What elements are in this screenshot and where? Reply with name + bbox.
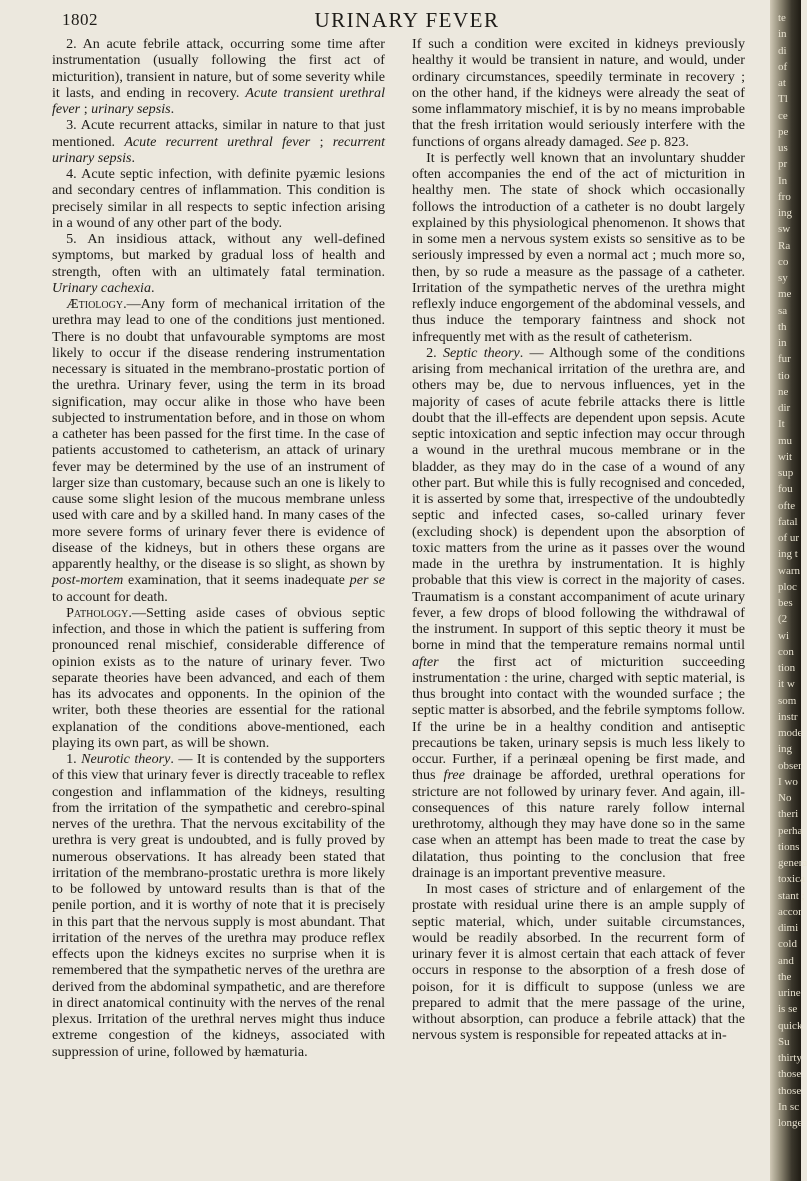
bleed-fragment: (2 <box>778 613 788 626</box>
bleed-fragment: stant ; <box>778 889 805 902</box>
bleed-fragment: urine <box>778 987 801 999</box>
bleed-fragment: me <box>778 288 792 301</box>
bleed-fragment: ne <box>778 385 789 398</box>
paragraph: 2. An acute febrile attack, occurring some time after instrumentation (usually following the first act of micturition), transient in nature, but of some severity while it lasts, and ending in recovery. Acute transient urethral fever ; urinary sepsis. <box>52 36 385 117</box>
bleed-fragment: of <box>778 60 788 73</box>
bleed-fragment: bes <box>778 597 793 609</box>
bleed-fragment: pe <box>778 125 789 138</box>
bleed-fragment: sa <box>778 304 788 317</box>
bleed-fragment: In sc <box>778 1100 800 1113</box>
bleed-fragment: sy <box>778 272 788 284</box>
left-text-column <box>52 36 385 1060</box>
bleed-fragment: fatal <box>778 515 798 528</box>
bleed-fragment: cold <box>778 938 797 951</box>
bleed-fragment: te <box>778 12 786 24</box>
bleed-fragment: warn <box>778 564 800 577</box>
bleed-fragment: theri <box>778 808 799 821</box>
bleed-fragment: fur <box>778 353 791 366</box>
bleed-fragment: fro <box>778 190 791 203</box>
bleed-fragment: sw <box>778 223 791 236</box>
bleed-fragment: I wo <box>778 775 798 788</box>
bleed-fragment: ing t <box>778 548 798 561</box>
paragraph: It is perfectly well known that an involuntary shudder often accompanies the end of the act of micturition in healthy men. The state of shock which occasionally follows the introduction of a catheter is no doubt largely explained by this physiological phenomenon. It shows that in some men a nervous system exists so sensitive as to be seriously impressed by even a normal act ; much more so, then, by so rude a measure as the passage of a catheter. Irritation of the sympathetic nerves of the urethra might reflexly induce engorgement of the abdominal vessels, and thus induce the temporary faintness and shock not infrequently met with as the result of catheterism. <box>412 149 745 345</box>
bleed-fragment: those <box>778 1084 802 1097</box>
bleed-fragment: is se <box>778 1003 798 1016</box>
paragraph: Pathology.—Setting aside cases of obvious septic infection, and those in which the patient is suffering from pronounced renal mischief, considerable difference of opinion exists as to the nature of urinary fever. Two separate theories have been advanced, and each of them has its advocates and opponents. In the opinion of the writer, both these theories are essential for the rational explanation of the conditions above-mentioned, each playing its own part, as will be shown. <box>52 604 385 751</box>
bleed-fragment: quick <box>778 1019 803 1032</box>
paragraph: If such a condition were excited in kidneys previously healthy it would be transient in nature, and would, under ordinary circumstances, speedily terminate in recovery ; on the other hand, if the kidneys were already the seat of some inflammatory mischief, it is by no means improbable that the fresh irritation would seriously interfere with the functions of organs already damaged. See p. 823. <box>412 36 745 150</box>
bleed-fragment: Su <box>778 1035 790 1048</box>
bleed-fragment: mu <box>778 434 793 447</box>
bleed-fragment: di <box>778 44 787 57</box>
page-header <box>62 8 752 34</box>
bleed-fragment: fou <box>778 483 793 496</box>
bleed-fragment: tio <box>778 369 790 382</box>
bleed-fragment: th <box>778 320 787 333</box>
bleed-fragment: Ra <box>778 239 791 252</box>
bleed-fragment: toxica <box>778 873 805 886</box>
bleed-fragment: dir <box>778 402 791 414</box>
bleed-fragment: in <box>778 28 787 41</box>
bleed-fragment: tions <box>778 840 800 853</box>
bleed-fragment: ofte <box>778 499 796 512</box>
running-title: URINARY FEVER <box>314 8 500 32</box>
bleed-fragment: and <box>778 954 794 967</box>
bleed-fragment: co <box>778 255 789 268</box>
bleed-fragment: sup <box>778 467 794 479</box>
bleed-fragment: ploc <box>778 580 797 593</box>
facing-page-bleed-text <box>778 10 807 1131</box>
bleed-fragment: dimi <box>778 922 799 934</box>
bleed-fragment: the <box>778 970 792 983</box>
bleed-fragment: longe <box>778 1117 803 1129</box>
paragraph: 3. Acute recurrent attacks, similar in nature to that just mentioned. Acute recurrent urethral fever ; recurrent urinary sepsis. <box>52 117 385 166</box>
right-text-column <box>412 36 745 1044</box>
bleed-fragment: ing <box>778 743 793 756</box>
bleed-fragment: those <box>778 1068 802 1081</box>
page-number: 1802 <box>62 10 98 29</box>
bleed-fragment: som <box>778 694 797 707</box>
bleed-fragment: at <box>778 77 786 89</box>
bleed-fragment: wit <box>778 450 793 463</box>
paragraph: In most cases of stricture and of enlargement of the prostate with residual urine there is an ample supply of septic material, which, under suitable circumstances, would be readily absorbed. In the recurrent form of urinary fever it is almost certain that each attack of fever occurs in response to the absorption of a fresh dose of poison, for it is difficult to suppose (unless we are prepared to admit that the mere passage of the urine, without absorption, can produce a febrile attack) that the nervous system is responsible for repeated attacks at in- <box>412 881 745 1044</box>
paragraph: 1. Neurotic theory. — It is contended by the supporters of this view that urinary fever is directly traceable to reflex congestion and inflammation of the kidneys, resulting from the irritation of the sympathetic and cerebro-spinal nerves of the urethra. That the nervous excitability of the urethra is very great is undoubted, and is fully proved by numerous observations. It has already been stated that irritation of the membrano-prostatic urethra is more likely to be followed by untoward results than is that of the penile portion, and it is worthy of note that it is precisely in this part that the nervous supply is most abundant. That irritation of the nerves of the urethra may produce reflex effects upon the kidneys excites no surprise when it is remembered that the sympathetic nerves of the urethra are derived from the abdominal sympathetic, and are therefore in direct anatomical continuity with the nerves of the renal plexus. Irritation of the urethral nerves might thus induce extreme congestion of the kidneys, associated with suppression of urine, followed by hæmaturia. <box>52 751 386 1060</box>
bleed-fragment: con <box>778 645 794 658</box>
bleed-fragment: it w <box>778 678 795 691</box>
bleed-fragment: ce <box>778 109 788 122</box>
paragraph: Ætiology.—Any form of mechanical irritation of the urethra may lead to one of the conditions just mentioned. There is no doubt that unfavourable symptoms are most likely to occur if the disease rendering instrumentation necessary is situated in the membrano-prostatic portion of the urethra. Urinary fever, using the term in its broad signification, may occur alike in those who have been subjected to instrumentation before, and in those on whom a catheter has been passed for the first time. In the case of patients accustomed to catheterism, an attack of urinary fever may be determined by the use of an instrument of larger size than customary, because such an one is likely to cause some slight lesion of the mucous membrane unless used with care and by a skilled hand. In many cases of the more severe forms of urinary fever there is evidence of disease of the kidneys, but in others these organs are apparently healthy, or the disease is so slight, as shown by post-mortem examination, that it seems inadequate per se to account for death. <box>52 296 385 605</box>
bleed-fragment: instr <box>778 710 798 723</box>
bleed-fragment: Tl <box>778 93 788 106</box>
bleed-fragment: thirty <box>778 1052 802 1064</box>
bleed-fragment: perha <box>778 824 803 837</box>
paragraph: 4. Acute septic infection, with definite pyæmic lesions and secondary centres of inflammation. This condition is precisely similar in all respects to septic infection arising in a wound of any other part of the body. <box>52 166 385 231</box>
bleed-fragment: of ur <box>778 532 800 544</box>
bleed-fragment: obser <box>778 759 802 772</box>
bleed-fragment: tion <box>778 662 796 674</box>
paragraph: 2. Septic theory. — Although some of the conditions arising from mechanical irritation of the urethra are, and others may be, due to nervous influences, yet in the majority of cases of acute febrile attacks there is little doubt that the ill-effects are dependent upon sepsis. Acute septic intoxication and septic infection may occur through a wound in the urethral mucous membrane or in the bladder, as they may do in the case of a wound of any other part. But while this is fully recognised and conceded, it is asserted by some that, irrespective of the undoubtedly septic and infected cases, so-called urinary fever (excluding shock) is dependent upon the absorption of toxic matters from the urine as it passes over the wound made in the urethra by instrumentation. It is highly probable that this view is correct in the majority of cases. Traumatism is a constant accompaniment of acute urinary fever, a few drops of blood following the withdrawal of the instrument. In support of this septic theory it must be borne in mind that the temperature remains normal until after the first act of micturition succeeding instrumentation : the urine, charged with septic material, is thus brought into contact with the wounded surface ; the septic matter is absorbed, and the febrile symptoms follow. If the urine be in a healthy condition and antiseptic precautions be taken, urinary sepsis is much less likely to occur. Further, if a perinæal opening be first made, and thus free drainage be afforded, urethral operations for stricture are not followed by urinary fever. And again, ill-consequences of this nature rarely follow internal urethrotomy, although they may have done so in the same case when an attempt has been made to treat the case by dilatation, thus pointing to the conclusion that free drainage is an important preventive measure. <box>412 344 746 881</box>
bleed-fragment: ing <box>778 207 793 219</box>
bleed-fragment: No <box>778 792 792 804</box>
paragraph: 5. An insidious attack, without any well-defined symptoms, but marked by gradual loss of health and strength, often with an ultimately fatal termination. Urinary cachexia. <box>52 231 385 296</box>
bleed-fragment: mode <box>778 727 803 739</box>
bleed-fragment: accor <box>778 905 802 918</box>
bleed-fragment: in <box>778 337 787 349</box>
bleed-fragment: In <box>778 174 788 187</box>
bleed-fragment: It <box>778 418 785 431</box>
bleed-fragment: pr <box>778 158 788 171</box>
bleed-fragment: us <box>778 142 788 154</box>
bleed-fragment: wi <box>778 629 789 642</box>
bleed-fragment: genera <box>778 857 807 869</box>
